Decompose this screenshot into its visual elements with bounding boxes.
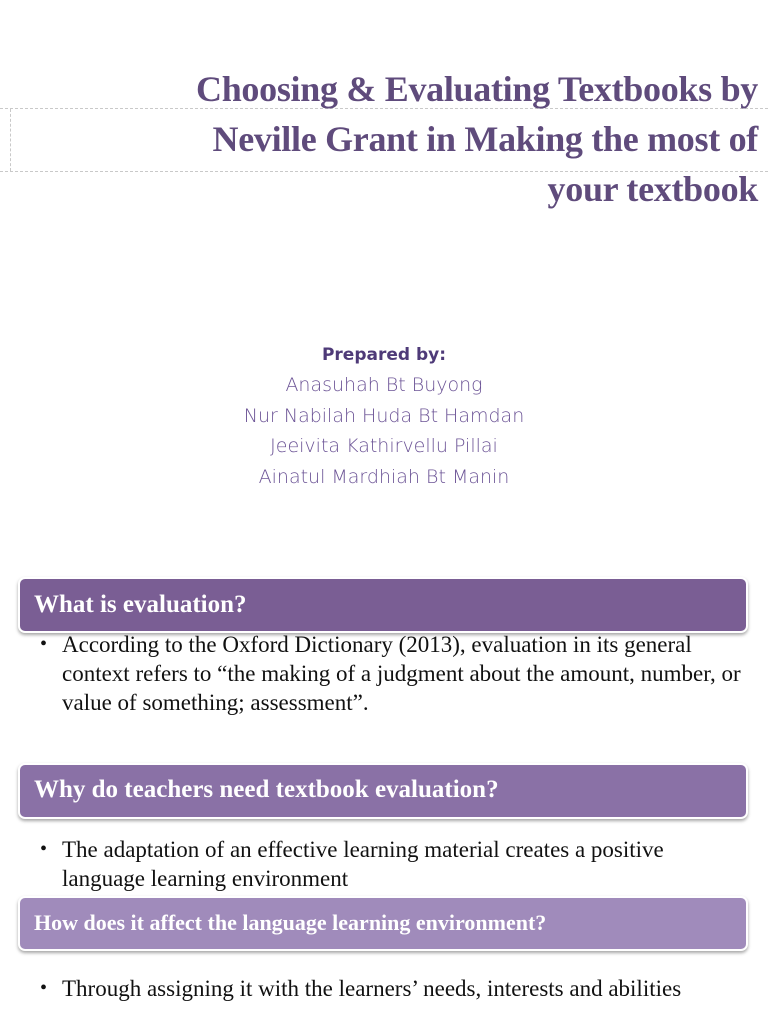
bullet-text-how: Through assigning it with the learners’ needs, interests and abilities <box>62 976 682 1001</box>
section-heading-why: Why do teachers need textbook evaluation? <box>18 763 748 819</box>
credits-heading: Prepared by: <box>321 345 447 365</box>
bullet-dot-icon: • <box>40 838 48 860</box>
author-1: Anasuhah Bt Buyong <box>285 374 483 396</box>
bullet-text-why: The adaptation of an effective learning material creates a positive language learning environment <box>62 837 664 891</box>
author-3: Jeeivita Kathirvellu Pillai <box>270 435 498 457</box>
bullet-item-why <box>40 835 750 893</box>
bullet-dot-icon: • <box>40 633 48 655</box>
bullet-item-how <box>40 974 750 1003</box>
author-4: Ainatul Mardhiah Bt Manin <box>258 465 510 488</box>
section-heading-how: How does it affect the language learning environment? <box>18 896 748 951</box>
author-2: Nur Nabilah Huda Bt Hamdan <box>243 404 525 427</box>
title-line-1: Choosing & Evaluating Textbooks by <box>196 69 758 109</box>
bullet-item-evaluation <box>40 630 750 717</box>
title-line-2: Neville Grant in Making the most of <box>212 119 758 159</box>
bullet-dot-icon: • <box>40 977 48 999</box>
credits-block <box>0 340 768 492</box>
section-heading-evaluation: What is evaluation? <box>18 577 748 633</box>
bullet-text-evaluation: According to the Oxford Dictionary (2013), evaluation in its general context refers to “the making of a judgment about the amount, number, or value of something; assessment”. <box>62 632 741 715</box>
title-line-3: your textbook <box>547 169 758 209</box>
slide-title <box>18 64 758 214</box>
